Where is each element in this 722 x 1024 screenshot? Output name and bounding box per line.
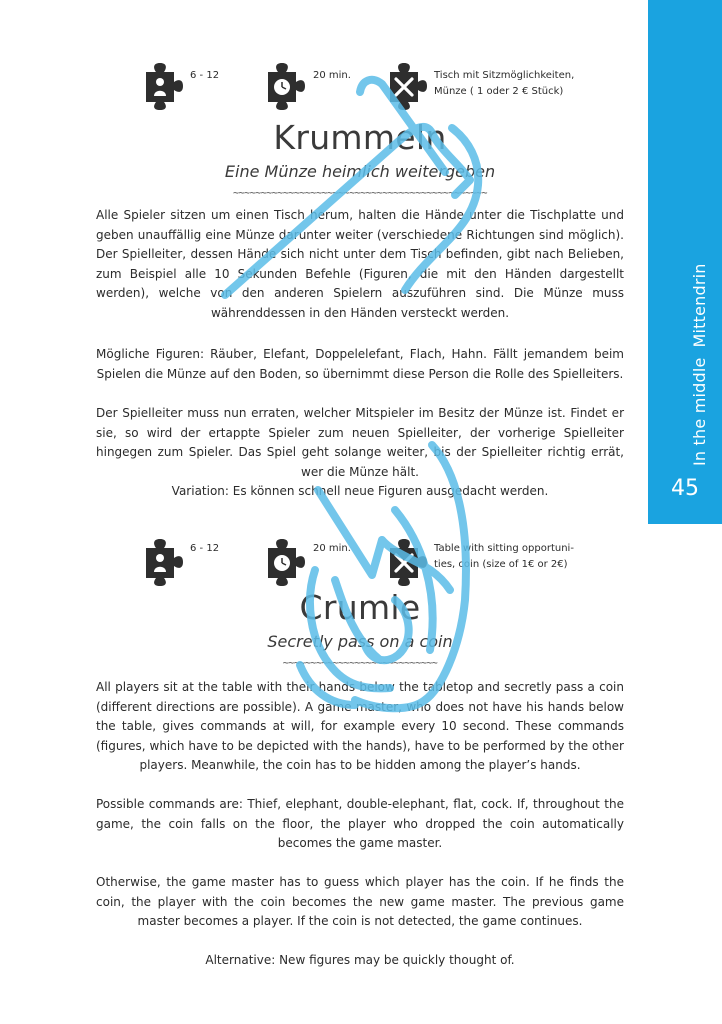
puzzle-clock-icon bbox=[262, 60, 310, 114]
puzzle-tools-icon bbox=[384, 60, 432, 114]
game-title: Krummeln bbox=[273, 118, 447, 157]
rules-paragraph: Alle Spieler sitzen um einen Tisch herum, halten die Hände unter die Tischplatte und geben unauffällig eine Münze darunter weiter (verschiedene Richtungen sind möglich). Der Spielleiter, dessen Hände sich nicht unter dem Tisch befinden, gibt nach Belieben, zum Beispiel alle 10 Sekunden Befehle (Figuren, die mit den Händen dargestellt werden), welche von den anderen Spielern auszuführen sind. Die Münze muss währenddessen in den Händen versteckt werden. bbox=[96, 208, 624, 320]
chapter-side-tab bbox=[648, 0, 722, 524]
materials-line-1: Table with sitting opportuni- bbox=[434, 543, 574, 554]
play-duration: 20 min. bbox=[313, 70, 351, 81]
chapter-title-english: In the middle bbox=[690, 357, 709, 466]
game-subtitle: Eine Münze heimlich weitergeben bbox=[224, 162, 496, 181]
puzzle-players-icon bbox=[140, 536, 188, 590]
guess-paragraph: Der Spielleiter muss nun erraten, welcher Mitspieler im Besitz der Münze ist. Findet er sie, so wird der ertappte Spieler zum neuen Spielleiter, der vorherige Spielleiter hingegen zum Spieler. Das Spiel geht solange weiter, bis der Spielleiter richtig errät, wer die Münze hält. bbox=[96, 406, 624, 479]
rules-paragraph: All players sit at the table with their hands below the tabletop and secretly pass a coin (different directions are possible). A game master, who does not have his hands below the table, gives commands at will, for example every 10 second. These commands (figures, which have to be depicted with the hands), have to be performed by the other players. Meanwhile, the coin has to be hidden among the player’s hands. bbox=[96, 680, 624, 772]
divider: ~~~~~~~~~~~~~~~~~~~~~~~~~~~~ bbox=[282, 658, 438, 669]
figures-paragraph: Mögliche Figuren: Räuber, Elefant, Doppelelefant, Flach, Hahn. Fällt jemandem beim Spielen die Münze auf den Boden, so übernimmt diese Person die Rolle des Spielleiters. bbox=[96, 347, 624, 381]
alternative-paragraph: Alternative: New figures may be quickly thought of. bbox=[205, 953, 515, 967]
materials-line-2: ties, coin (size of 1€ or 2€) bbox=[434, 559, 568, 570]
puzzle-players-icon bbox=[140, 60, 188, 114]
materials-line-1: Tisch mit Sitzmöglichkeiten, bbox=[434, 70, 575, 81]
divider: ~~~~~~~~~~~~~~~~~~~~~~~~~~~~~~~~~~~~~~~~~~~~~~ bbox=[233, 188, 487, 199]
play-duration: 20 min. bbox=[313, 543, 351, 554]
players-count: 6 - 12 bbox=[190, 543, 220, 554]
commands-paragraph: Possible commands are: Thief, elephant, double-elephant, flat, cock. If, throughout the game, the coin falls on the floor, the player who dropped the coin automatically becomes the game master. bbox=[96, 797, 624, 850]
english-info-row bbox=[0, 536, 648, 590]
guess-paragraph: Otherwise, the game master has to guess which player has the coin. If he finds the coin, the player with the coin becomes the new game master. The previous game master becomes a player. If the coin is not detected, the game continues. bbox=[96, 875, 624, 928]
game-subtitle: Secretly pass on a coin bbox=[267, 632, 453, 651]
variation-paragraph: Variation: Es können schnell neue Figuren ausgedacht werden. bbox=[171, 484, 549, 498]
game-title: Crumle bbox=[299, 588, 421, 627]
puzzle-clock-icon bbox=[262, 536, 310, 590]
players-count: 6 - 12 bbox=[190, 70, 220, 81]
page-number: 45 bbox=[671, 476, 699, 501]
puzzle-tools-icon bbox=[384, 536, 432, 590]
german-info-row bbox=[0, 60, 648, 114]
materials-line-2: Münze ( 1 oder 2 € Stück) bbox=[434, 86, 564, 97]
chapter-title bbox=[690, 263, 709, 466]
chapter-title-german: Mittendrin bbox=[690, 263, 709, 348]
